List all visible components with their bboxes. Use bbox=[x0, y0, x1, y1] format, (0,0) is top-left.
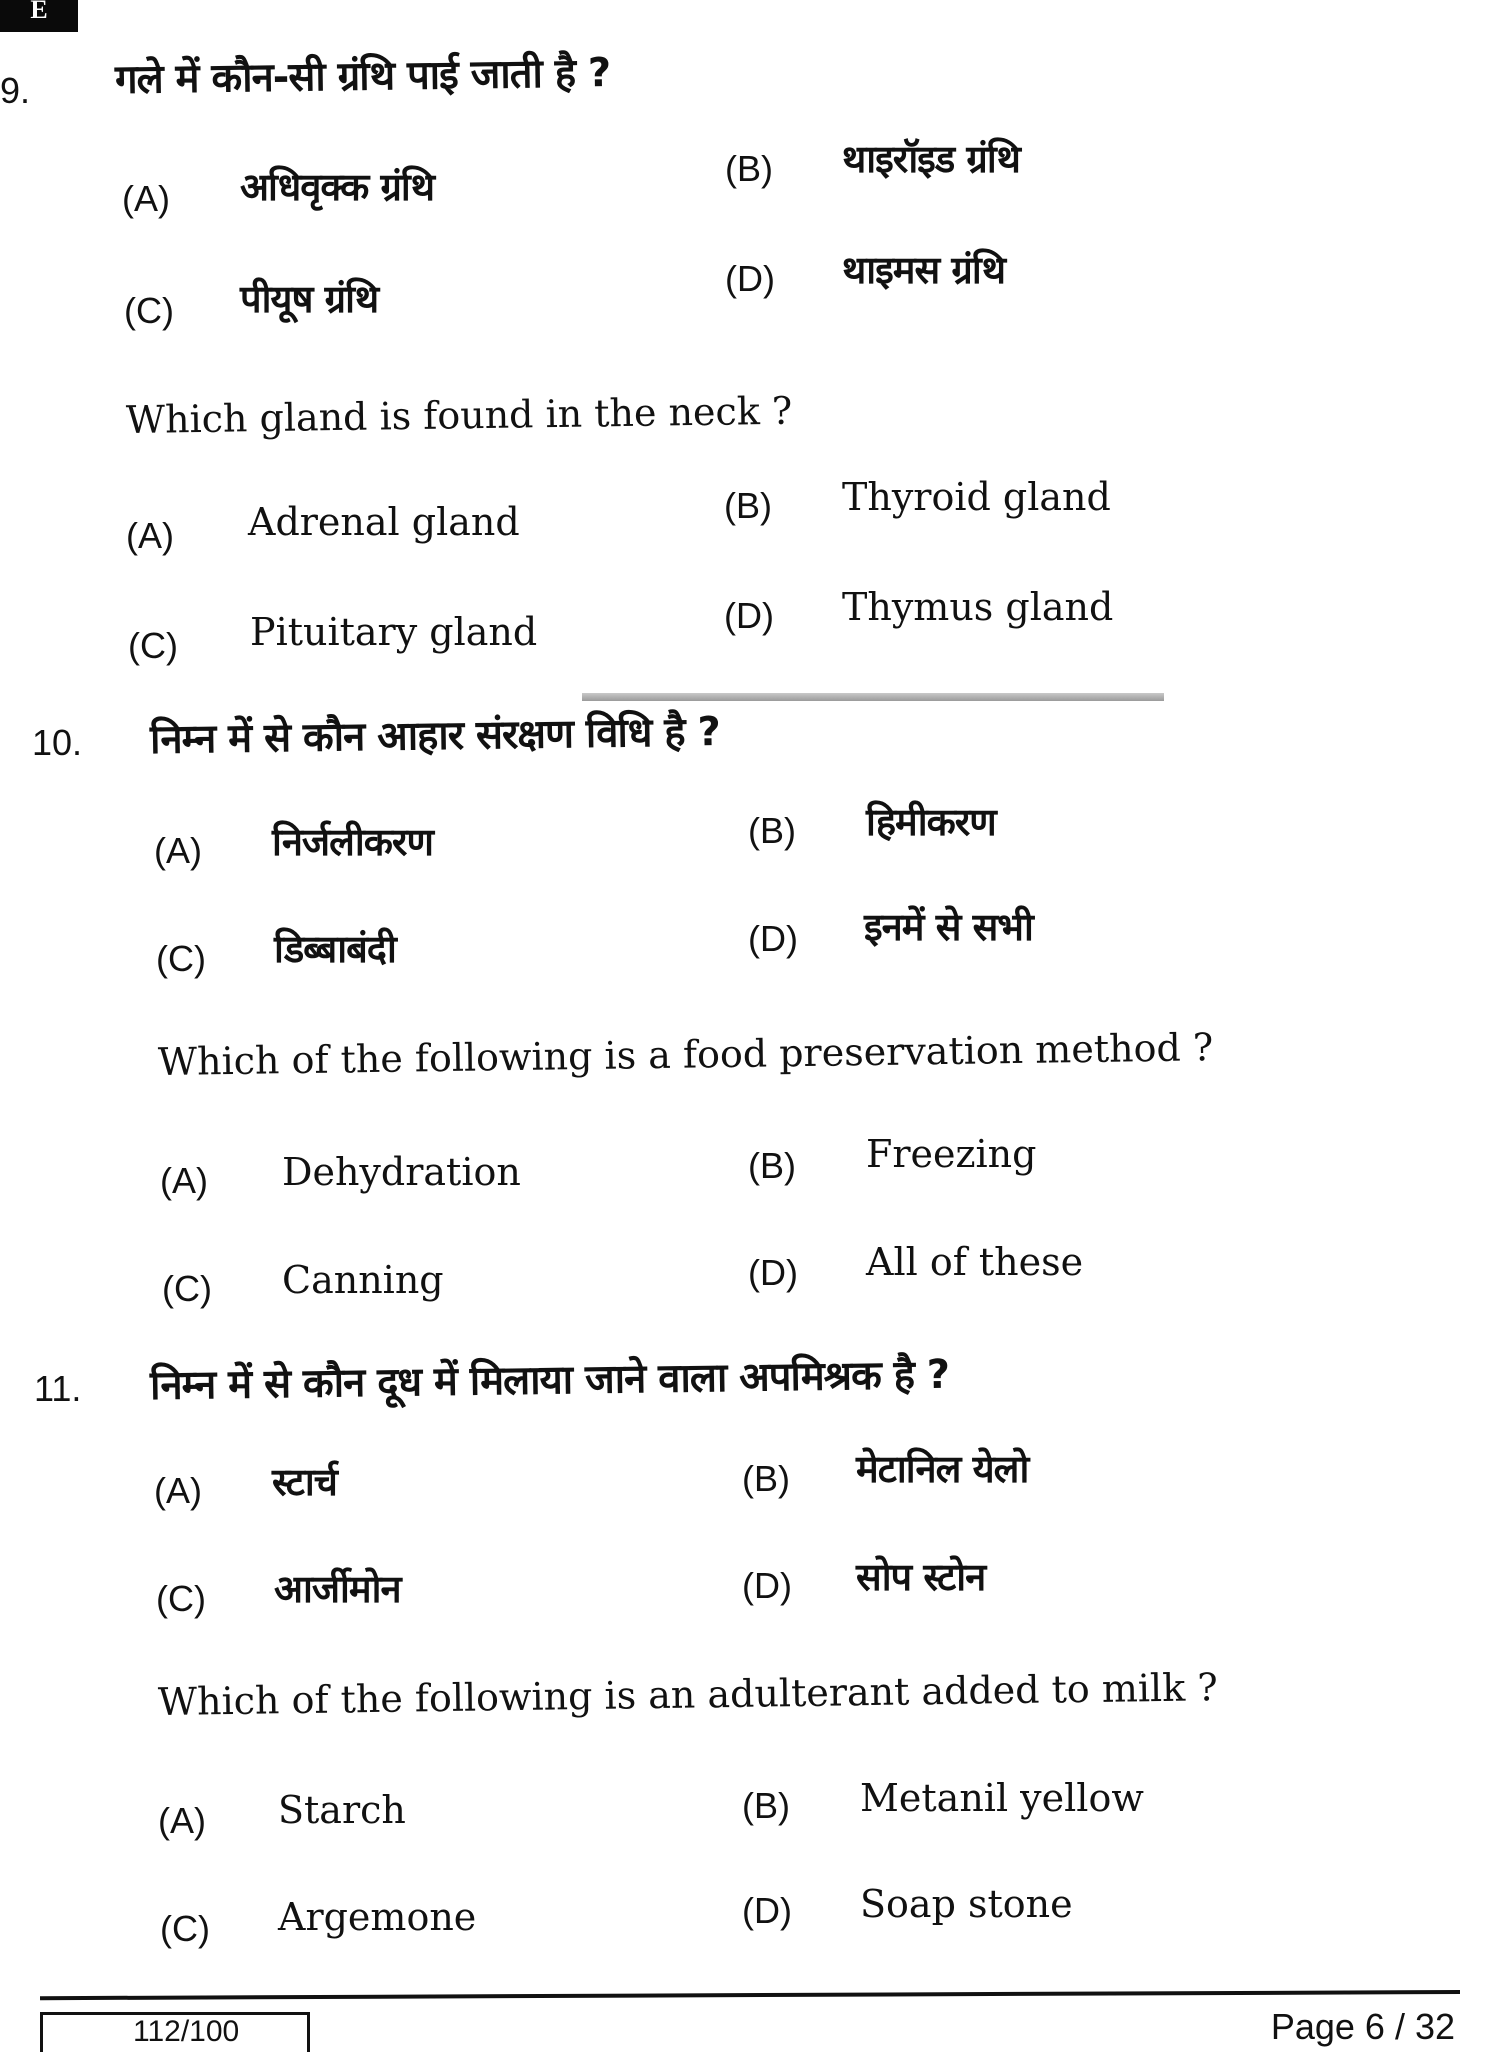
option-label-a: (A) bbox=[160, 1160, 208, 1201]
question-number: 11. bbox=[34, 1368, 82, 1409]
option-text-c: पीयूष ग्रंथि bbox=[240, 277, 379, 321]
option-text-a: Adrenal gland bbox=[248, 500, 520, 544]
option-label-d: (D) bbox=[748, 1252, 798, 1293]
option-text-d: All of these bbox=[866, 1240, 1084, 1284]
option-text-b: थाइरॉइड ग्रंथि bbox=[842, 137, 1020, 181]
option-text-b: Thyroid gland bbox=[842, 475, 1111, 519]
option-label-a: (A) bbox=[126, 515, 174, 556]
option-text-d: इनमें से सभी bbox=[864, 905, 1033, 949]
option-text-d: थाइमस ग्रंथि bbox=[842, 248, 1005, 292]
option-text-a: Dehydration bbox=[282, 1150, 521, 1194]
paper-code-box: 112/100 bbox=[40, 2012, 310, 2052]
option-label-b: (B) bbox=[748, 810, 796, 851]
option-text-c: Canning bbox=[282, 1258, 444, 1302]
question-text-hindi: निम्न में से कौन आहार संरक्षण विधि है ? bbox=[149, 709, 721, 763]
option-text-b: Freezing bbox=[866, 1132, 1037, 1176]
option-text-d: सोप स्टोन bbox=[856, 1555, 986, 1599]
question-number: 10. bbox=[32, 722, 83, 763]
option-label-a: (A) bbox=[158, 1800, 206, 1841]
footer-rule bbox=[40, 1990, 1460, 2000]
option-label-d: (D) bbox=[742, 1890, 792, 1931]
option-label-c: (C) bbox=[156, 938, 206, 979]
option-label-b: (B) bbox=[742, 1458, 790, 1499]
option-text-d: Thymus gland bbox=[842, 585, 1114, 629]
option-label-d: (D) bbox=[748, 918, 798, 959]
question-text-english: Which of the following is an adulterant added to milk ? bbox=[157, 1665, 1218, 1724]
option-text-a: Starch bbox=[278, 1788, 406, 1832]
option-label-c: (C) bbox=[156, 1578, 206, 1619]
option-label-b: (B) bbox=[742, 1785, 790, 1826]
option-text-a: स्टार्च bbox=[272, 1460, 337, 1504]
set-code-badge: E bbox=[0, 0, 78, 32]
question-number: 9. bbox=[0, 70, 31, 111]
option-text-a: निर्जलीकरण bbox=[272, 820, 433, 864]
question-text-hindi: निम्न में से कौन दूध में मिलाया जाने वाला अपमिश्रक है ? bbox=[149, 1351, 950, 1409]
option-label-d: (D) bbox=[724, 595, 774, 636]
question-text-english: Which of the following is a food preservation method ? bbox=[157, 1025, 1214, 1084]
question-text-english: Which gland is found in the neck ? bbox=[125, 388, 793, 442]
option-label-c: (C) bbox=[162, 1268, 212, 1309]
option-text-b: मेटानिल येलो bbox=[856, 1447, 1029, 1491]
option-label-a: (A) bbox=[154, 830, 202, 871]
option-label-c: (C) bbox=[124, 290, 174, 331]
option-label-b: (B) bbox=[724, 485, 772, 526]
option-text-b: हिमीकरण bbox=[866, 800, 996, 844]
option-text-b: Metanil yellow bbox=[860, 1776, 1144, 1820]
option-text-c: Argemone bbox=[278, 1895, 477, 1939]
page-number: Page 6 / 32 bbox=[1270, 2006, 1455, 2047]
option-label-d: (D) bbox=[725, 258, 775, 299]
option-text-a: अधिवृक्क ग्रंथि bbox=[240, 165, 435, 209]
option-label-b: (B) bbox=[725, 148, 773, 189]
option-label-c: (C) bbox=[128, 625, 178, 666]
option-text-c: Pituitary gland bbox=[250, 610, 538, 654]
option-text-c: आर्जीमोन bbox=[274, 1567, 401, 1611]
option-text-d: Soap stone bbox=[860, 1882, 1073, 1926]
option-label-b: (B) bbox=[748, 1145, 796, 1186]
option-label-d: (D) bbox=[742, 1565, 792, 1606]
option-label-c: (C) bbox=[160, 1908, 210, 1949]
question-text-hindi: गले में कौन-सी ग्रंथि पाई जाती है ? bbox=[114, 50, 611, 103]
divider-bar bbox=[582, 693, 1164, 701]
option-label-a: (A) bbox=[154, 1470, 202, 1511]
option-label-a: (A) bbox=[122, 178, 170, 219]
option-text-c: डिब्बाबंदी bbox=[274, 927, 396, 971]
